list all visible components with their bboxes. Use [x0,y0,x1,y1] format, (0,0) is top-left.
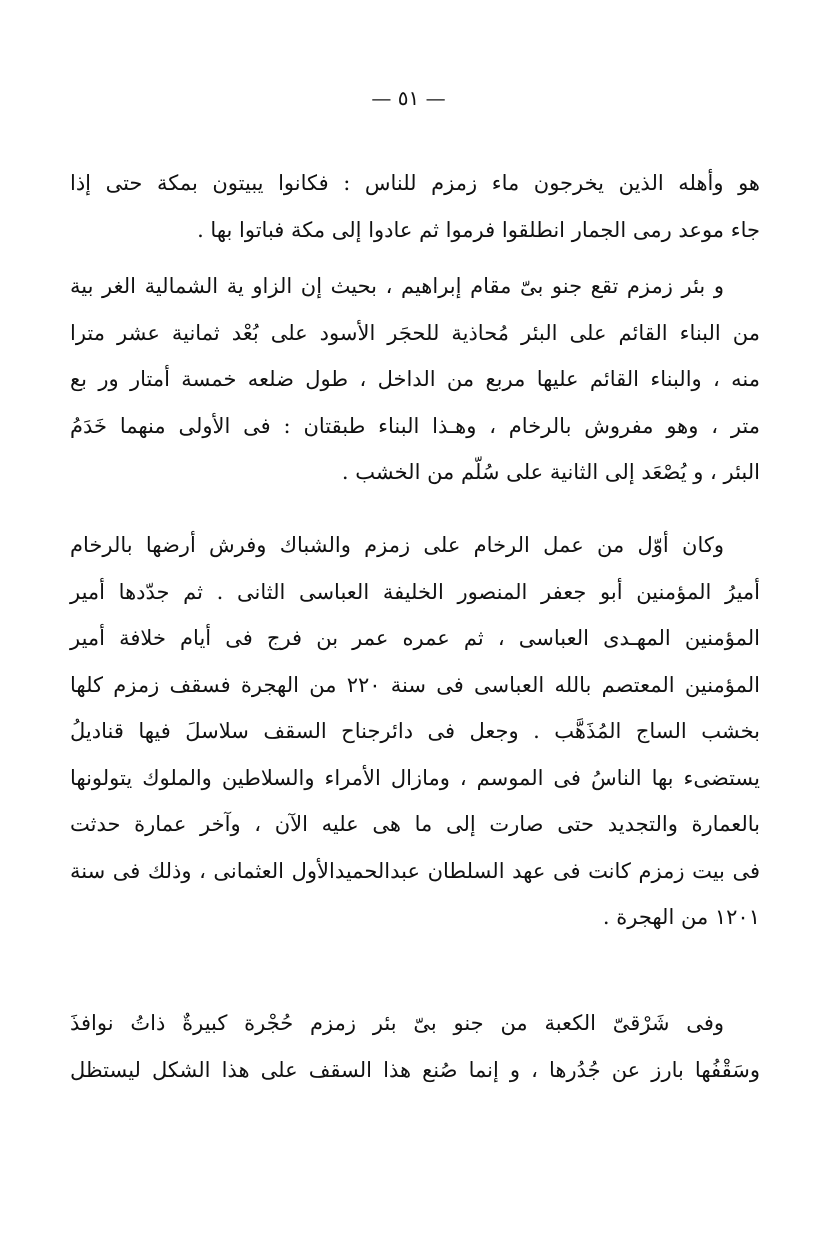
paragraph-2 [70,263,760,496]
text-line: هو وأهله الذين يخرجون ماء زمزم للناس : فكانوا يبيتون بمكة حتى إذا [70,171,760,195]
page-number: — ٥١ — [371,86,446,110]
paragraph-4 [70,1000,760,1093]
text-line: منه ، والبناء القائم عليها مربع من الداخل ، طول ضلعه خمسة أمتار ور بع [70,367,760,391]
text-line: يستضىء بها الناسُ فى الموسم ، ومازال الأمراء والسلاطين والملوك يتولونها [70,765,760,790]
text-line: أميرُ المؤمنين أبو جعفر المنصور الخليفة العباسى الثانى . ثم جدّدها أمير [70,579,760,604]
text-line: من البناء القائم على البئر مُحاذية للحجَر الأسود على بُعْد ثمانية عشر مترا [70,320,760,345]
text-line: بالعمارة والتجديد حتى صارت إلى ما هى عليه الآن ، وآخر عمارة حدثت [70,812,760,836]
text-line: المؤمنين المعتصم بالله العباسى فى سنة ٢٢٠ من الهجرة فسقف زمزم كلها [70,672,761,697]
paragraph-1 [70,160,760,253]
text-line: بخشب الساج المُذَهَّب . وجعل فى دائرجناح السقف سلاسلَ فيها قناديلُ [70,719,760,743]
text-line: وكان أوّل من عمل الرخام على زمزم والشباك وفرش أرضها بالرخام [70,533,724,557]
text-line: وفى شَرْقىّ الكعبة من جنو بىّ بئر زمزم حُجْرة كبيرةٌ ذاتُ نوافذَ [70,1011,724,1035]
text-line: ١٢٠١ من الهجرة . [602,905,760,929]
text-line: متر ، وهو مفروش بالرخام ، وهـذا البناء طبقتان : فى الأولى منهما خَدَمُ [70,413,760,438]
text-line: فى بيت زمزم كانت فى عهد السلطان عبدالحميدالأول العثمانى ، وذلك فى سنة [70,858,760,883]
text-line: المؤمنين المهـدى العباسى ، ثم عمره عمر بن فرج فى أيام خلافة أمير [70,626,760,650]
text-line: جاء موعد رمى الجمار انطلقوا فرموا ثم عادوا إلى مكة فباتوا بها . [197,217,760,242]
text-line: البئر ، و يُصْعَد إلى الثانية على سُلّم من الخشب . [341,460,760,484]
text-line: وسَقْفُها بارز عن جُدُرها ، و إنما صُنع هذا السقف على هذا الشكل ليستظل [70,1057,760,1082]
text-line: و بئر زمزم تقع جنو بىّ مقام إبراهيم ، بحيث إن الزاو ية الشمالية الغر بية [70,274,724,298]
paragraph-3 [70,522,760,941]
